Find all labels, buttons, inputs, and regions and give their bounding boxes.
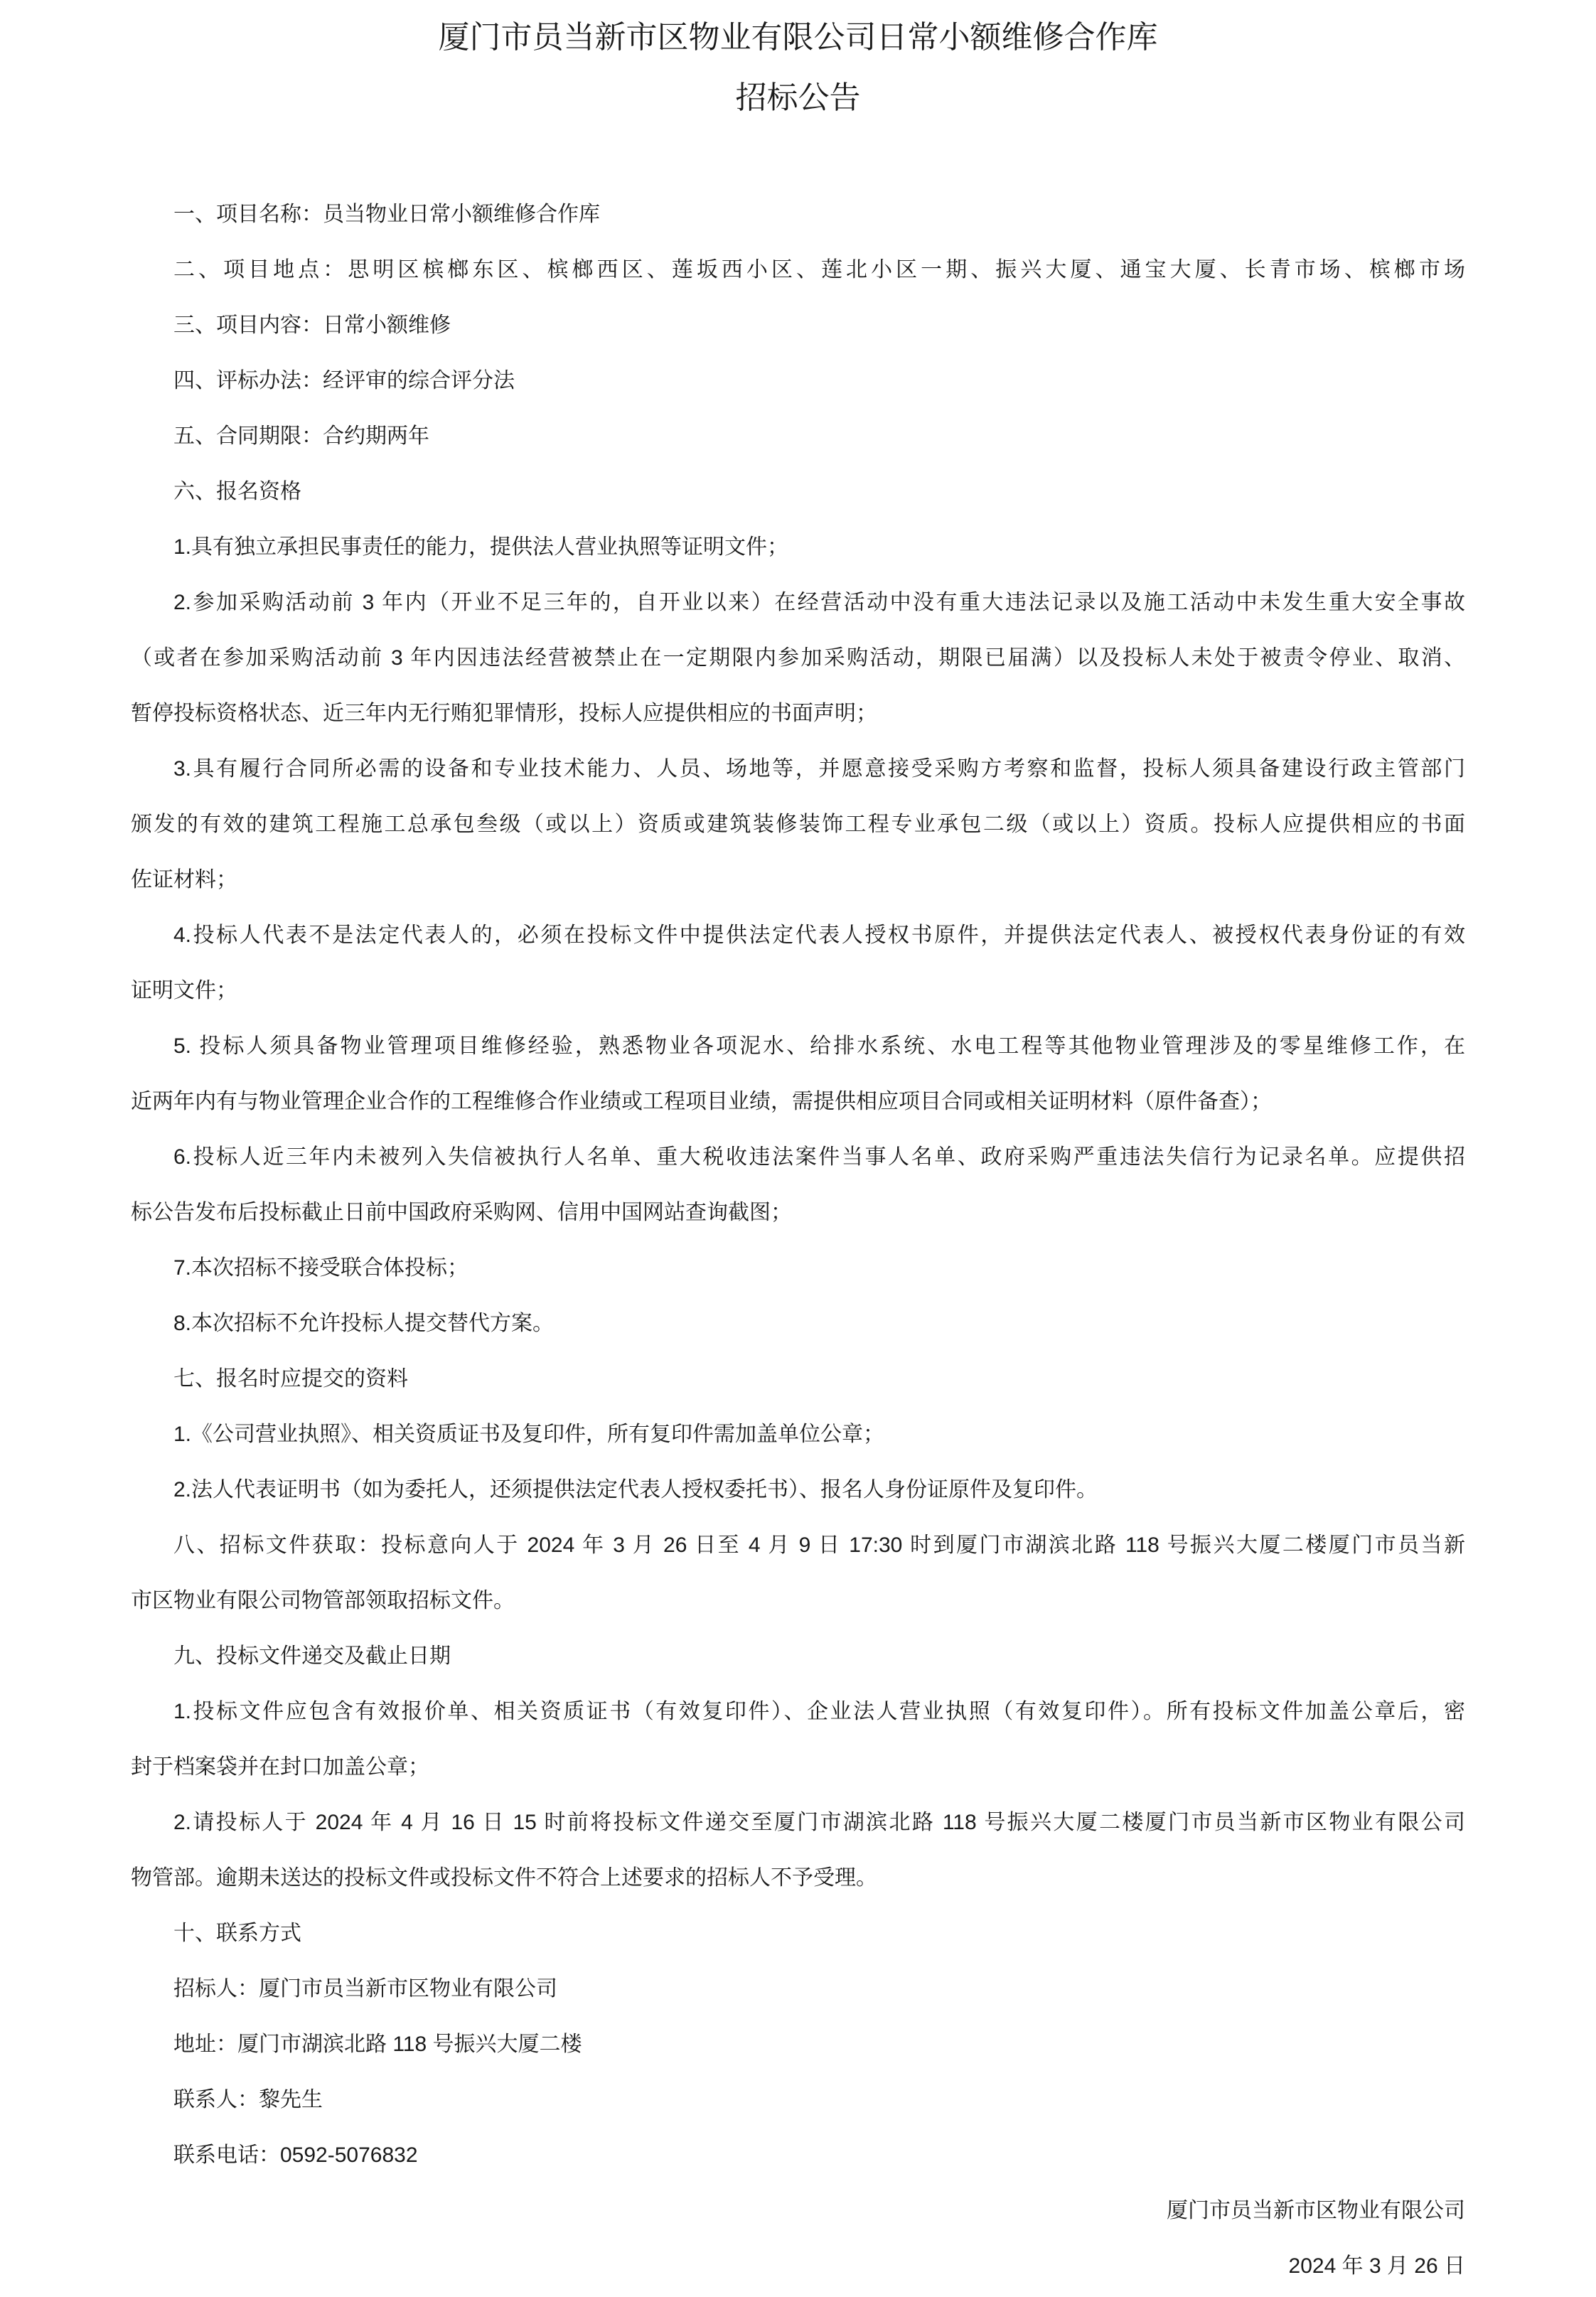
document-line: 1.《公司营业执照》、相关资质证书及复印件，所有复印件需加盖单位公章； bbox=[173, 1423, 885, 1446]
document-line: 七、报名时应提交的资料 bbox=[173, 1367, 408, 1391]
document-line: 联系人：黎先生 bbox=[173, 2088, 323, 2111]
document-line: 1.投标文件应包含有效报价单、相关资质证书（有效复印件）、企业法人营业执照（有效复印件）。所有投标文件加盖公章后，密 bbox=[173, 1700, 1465, 1723]
document-subtitle: 招标公告 bbox=[735, 80, 861, 115]
document-line: 1.具有独立承担民事责任的能力，提供法人营业执照等证明文件； bbox=[173, 535, 789, 559]
document-line: 标公告发布后投标截止日前中国政府采购网、信用中国网站查询截图； bbox=[131, 1201, 792, 1224]
document-line: 三、项目内容：日常小额维修 bbox=[173, 314, 451, 337]
document-line: 封于档案袋并在封口加盖公章； bbox=[131, 1755, 429, 1779]
document-line: 八、招标文件获取：投标意向人于 2024 年 3 月 26 日至 4 月 9 日 17:30 时到厦门市湖滨北路 118 号振兴大厦二楼厦门市员当新 bbox=[173, 1533, 1465, 1557]
document-line: 证明文件； bbox=[131, 979, 237, 1002]
document-line: 2.参加采购活动前 3 年内（开业不足三年的，自开业以来）在经营活动中没有重大违法记录以及施工活动中未发生重大安全事故 bbox=[173, 591, 1465, 614]
document-line: 2024 年 3 月 26 日 bbox=[1288, 2254, 1465, 2278]
document-line: 6.投标人近三年内未被列入失信被执行人名单、重大税收违法案件当事人名单、政府采购严重违法失信行为记录名单。应提供招 bbox=[173, 1145, 1465, 1169]
document-line: 十、联系方式 bbox=[173, 1922, 301, 1945]
document-line: 3.具有履行合同所必需的设备和专业技术能力、人员、场地等，并愿意接受采购方考察和监督，投标人须具备建设行政主管部门 bbox=[173, 757, 1465, 781]
document-line: 近两年内有与物业管理企业合作的工程维修合作业绩或工程项目业绩，需提供相应项目合同或相关证明材料（原件备查）； bbox=[131, 1090, 1272, 1113]
document-line: 2.请投标人于 2024 年 4 月 16 日 15 时前将投标文件递交至厦门市湖滨北路 118 号振兴大厦二楼厦门市员当新市区物业有限公司 bbox=[173, 1811, 1465, 1834]
document-line: 暂停投标资格状态、近三年内无行贿犯罪情形，投标人应提供相应的书面声明； bbox=[131, 702, 877, 725]
document-line: 一、项目名称：员当物业日常小额维修合作库 bbox=[173, 203, 600, 226]
document-line: 五、合同期限：合约期两年 bbox=[173, 424, 429, 448]
document-line: 招标人：厦门市员当新市区物业有限公司 bbox=[173, 1977, 557, 2001]
document-line: 物管部。逾期未送达的投标文件或投标文件不符合上述要求的招标人不予受理。 bbox=[131, 1866, 877, 1890]
document-line: 六、报名资格 bbox=[173, 480, 301, 503]
document-title: 厦门市员当新市区物业有限公司日常小额维修合作库 bbox=[438, 20, 1158, 55]
document-line: 厦门市员当新市区物业有限公司 bbox=[1167, 2199, 1465, 2222]
document-line: 联系电话：0592-5076832 bbox=[173, 2143, 418, 2167]
document-body bbox=[131, 187, 1465, 2294]
document-line: 颁发的有效的建筑工程施工总承包叁级（或以上）资质或建筑装修装饰工程专业承包二级（或以上）资质。投标人应提供相应的书面 bbox=[131, 813, 1465, 836]
document-line: 2.法人代表证明书（如为委托人，还须提供法定代表人授权委托书）、报名人身份证原件及复印件。 bbox=[173, 1478, 1098, 1501]
document-line: （或者在参加采购活动前 3 年内因违法经营被禁止在一定期限内参加采购活动，期限已届满）以及投标人未处于被责令停业、取消、 bbox=[131, 646, 1465, 670]
document-line: 佐证材料； bbox=[131, 868, 237, 892]
document-line: 地址：厦门市湖滨北路 118 号振兴大厦二楼 bbox=[173, 2033, 582, 2056]
document-line: 九、投标文件递交及截止日期 bbox=[173, 1644, 451, 1668]
document-line: 7.本次招标不接受联合体投标； bbox=[173, 1256, 469, 1280]
document-line: 二、项目地点：思明区槟榔东区、槟榔西区、莲坂西小区、莲北小区一期、振兴大厦、通宝大厦、长青市场、槟榔市场 bbox=[173, 258, 1465, 282]
title-spacer bbox=[131, 128, 1465, 187]
document-line: 四、评标办法：经评审的综合评分法 bbox=[173, 369, 515, 392]
document-line: 8.本次招标不允许投标人提交替代方案。 bbox=[173, 1312, 555, 1335]
document-line: 5. 投标人须具备物业管理项目维修经验，熟悉物业各项泥水、给排水系统、水电工程等其他物业管理涉及的零星维修工作，在 bbox=[173, 1034, 1465, 1058]
document-line: 市区物业有限公司物管部领取招标文件。 bbox=[131, 1589, 515, 1612]
document-line: 4.投标人代表不是法定代表人的，必须在投标文件中提供法定代表人授权书原件，并提供法定代表人、被授权代表身份证的有效 bbox=[173, 923, 1465, 947]
